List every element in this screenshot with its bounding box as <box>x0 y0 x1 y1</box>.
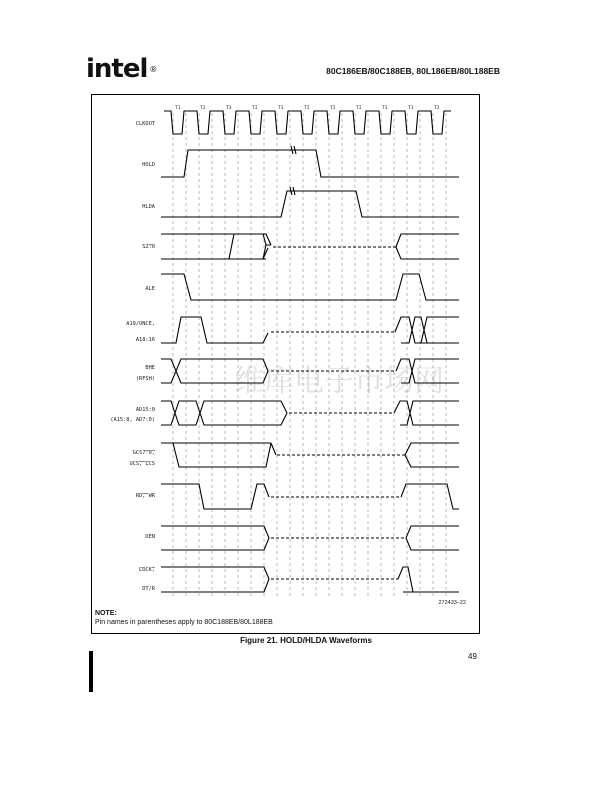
state-label: TI <box>252 106 258 111</box>
signal-label-gcs: GCS7:0, <box>132 450 155 456</box>
signal-label-hold: HOLD <box>142 162 155 168</box>
waveform-rd-wr-return <box>401 484 459 509</box>
page-number: 49 <box>468 652 477 661</box>
signal-label-s20: S2:0 <box>142 244 155 250</box>
state-label: TI <box>330 106 336 111</box>
signal-label-rfsh: (RFSH) <box>135 376 155 382</box>
signal-label-rd-wr: RD, WR <box>135 493 155 499</box>
timing-diagram <box>92 95 479 633</box>
signal-label-ad15-0: AD15:0 <box>135 407 155 413</box>
state-label: TI <box>382 106 388 111</box>
waveform-gcs-edge <box>271 443 276 455</box>
signal-label-hlda: HLDA <box>142 204 155 210</box>
waveform-gcs-return <box>405 443 459 467</box>
document-title: 80C186EB/80C188EB, 80L186EB/80L188EB <box>326 66 500 76</box>
intel-logo: intel ® <box>86 54 157 84</box>
waveform-den-return <box>406 526 459 550</box>
state-labels <box>175 105 440 111</box>
waveform-ad15-return <box>394 401 459 425</box>
waveform-gcs <box>161 443 271 467</box>
figure-id: 272433–22 <box>438 600 466 606</box>
waveform-clkout <box>164 111 451 134</box>
waveform-s20 <box>161 234 271 259</box>
state-label: T3 <box>226 106 232 111</box>
signal-label-a18-16: A18:16 <box>135 337 155 343</box>
state-label: TI <box>356 106 362 111</box>
registered-mark: ® <box>149 65 157 74</box>
state-label: T2 <box>200 106 206 111</box>
waveform-a19 <box>161 317 268 343</box>
note-text: Pin names in parentheses apply to 80C188EB/80L188EB <box>95 619 273 626</box>
figure-caption: Figure 21. HOLD/HLDA Waveforms <box>240 636 372 645</box>
state-label: T2 <box>434 106 440 111</box>
signal-label-a15-8: (A15:8, AD7:0) <box>110 417 155 423</box>
signal-label-den: DEN <box>145 534 155 540</box>
signal-label-a19-once: A19/ONCE, <box>126 321 155 327</box>
figure-note <box>95 609 273 627</box>
waveform-lock <box>161 567 269 592</box>
signal-label-lock: LOCK, <box>139 567 155 573</box>
state-label: TI <box>278 106 284 111</box>
waveform-rd-wr <box>161 484 269 509</box>
signal-label-bhe: BHE <box>145 365 155 371</box>
waveform-ad15 <box>161 401 287 425</box>
signal-label-dt-r: DT/R <box>142 586 155 592</box>
figure-frame <box>91 94 480 634</box>
revision-bar <box>89 651 93 692</box>
waveform-s20-low <box>161 248 268 259</box>
waveform-den <box>161 526 269 550</box>
watermark-text: 维库电子市场网 <box>234 364 444 399</box>
signal-label-clkout: CLKOUT <box>135 121 155 127</box>
state-label: TI <box>304 106 310 111</box>
state-label: T1 <box>408 106 414 111</box>
waveform-hlda <box>161 191 459 217</box>
waveform-ale <box>161 274 459 300</box>
waveform-hold <box>161 150 459 177</box>
state-label: T1 <box>175 106 181 111</box>
waveform-s20-return <box>396 234 459 259</box>
grid-lines <box>173 113 446 597</box>
waveform-a19-return <box>395 317 459 343</box>
note-heading: NOTE: <box>95 610 117 617</box>
signal-label-ucs-lcs: UCS, LCS <box>129 461 155 467</box>
signal-label-ale: ALE <box>145 286 155 292</box>
